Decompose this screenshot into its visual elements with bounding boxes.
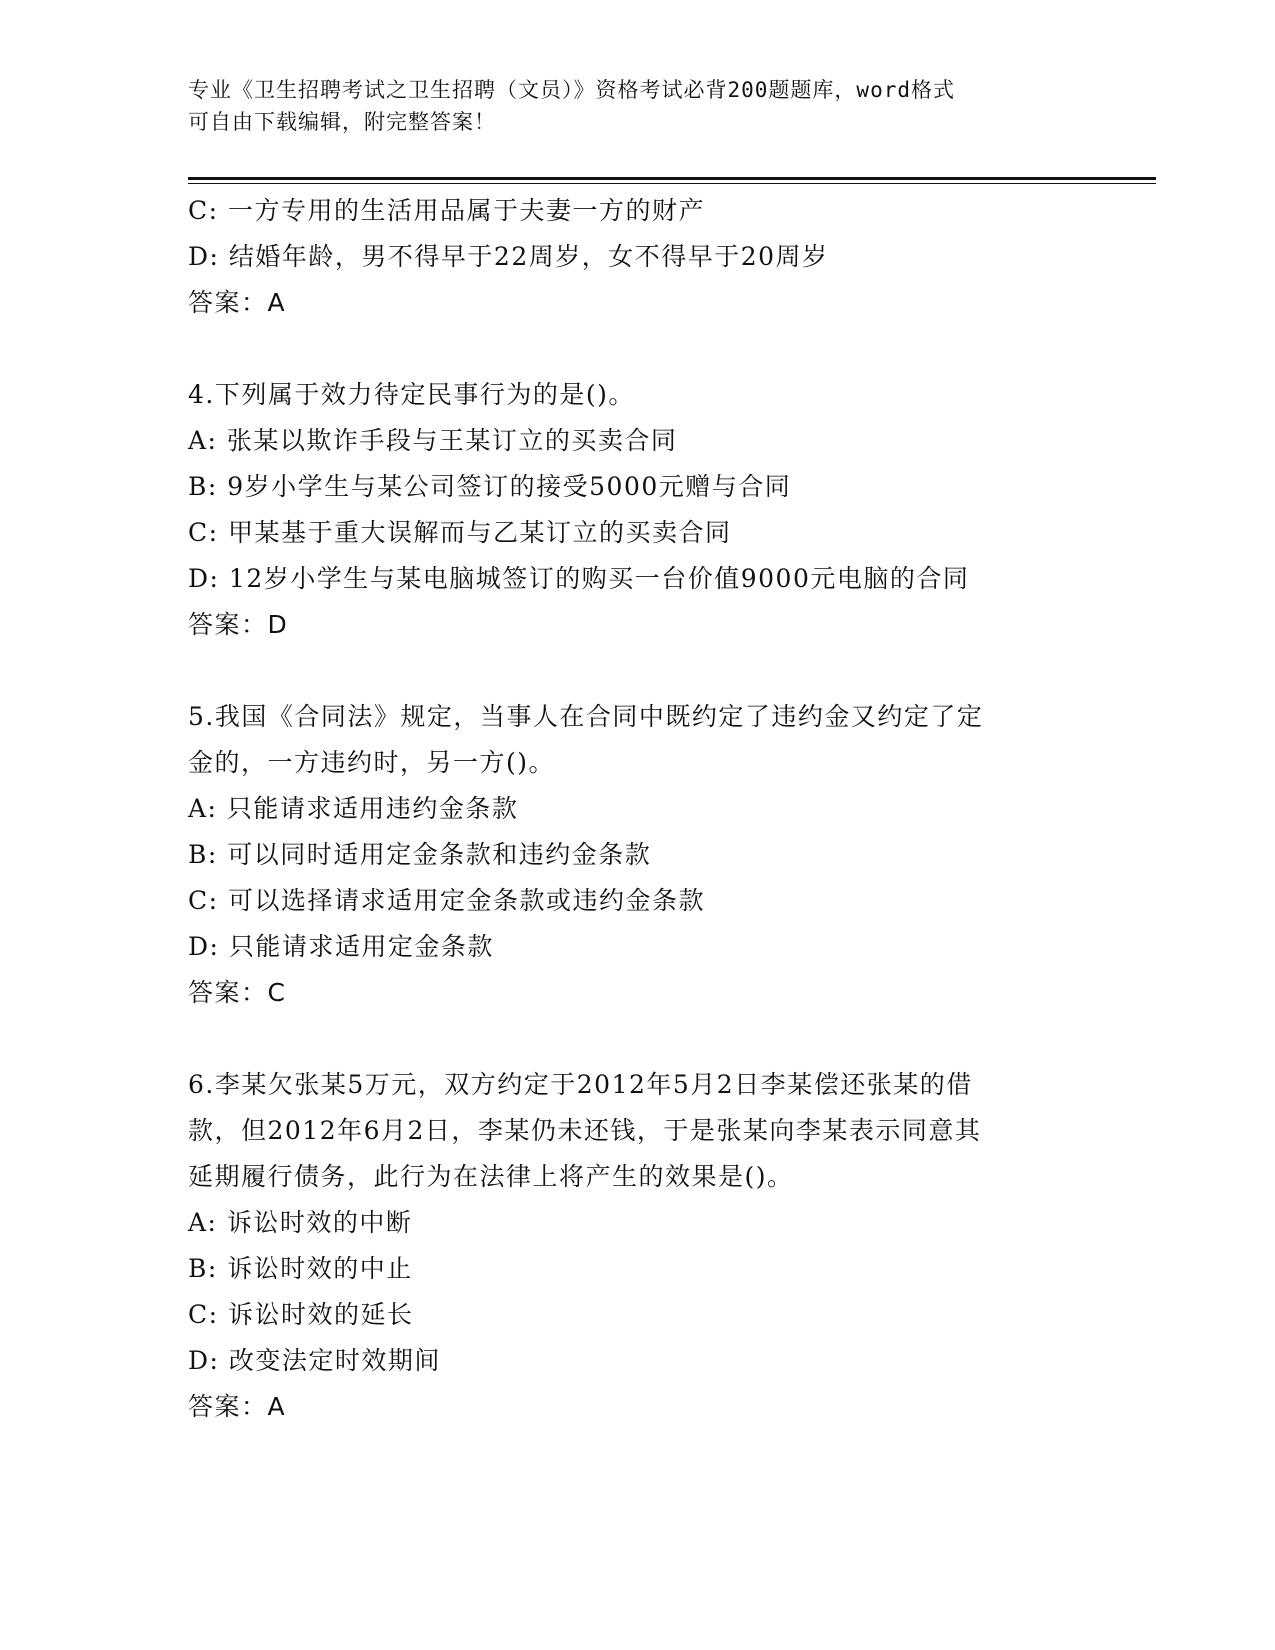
option-c: C: 一方专用的生活用品属于夫妻一方的财产 <box>188 196 705 225</box>
option-d: D: 只能请求适用定金条款 <box>188 932 494 961</box>
header-rule-thick <box>188 177 1156 180</box>
option-c: C: 甲某基于重大误解而与乙某订立的买卖合同 <box>188 518 732 547</box>
option-c: C: 可以选择请求适用定金条款或违约金条款 <box>188 886 705 915</box>
question-stem: 4.下列属于效力待定民事行为的是()。 <box>188 380 635 409</box>
question-list <box>188 188 1108 1430</box>
option-a: A: 诉讼时效的中断 <box>188 1208 413 1237</box>
option-a: A: 张某以欺诈手段与王某订立的买卖合同 <box>188 426 678 455</box>
option-b: B: 9岁小学生与某公司签订的接受5000元赠与合同 <box>188 472 792 501</box>
option-d: D: 改变法定时效期间 <box>188 1346 441 1375</box>
question-stem-line-2: 金的，一方违约时，另一方()。 <box>188 748 556 777</box>
answer: 答案：A <box>188 1392 287 1421</box>
question-stem-line-1: 6.李某欠张某5万元，双方约定于2012年5月2日李某偿还张某的借 <box>188 1070 973 1099</box>
header-rule-thin <box>188 183 1156 184</box>
header-line-2: 可自由下载编辑，附完整答案！ <box>188 110 496 134</box>
header-line-1: 专业《卫生招聘考试之卫生招聘（文员）》资格考试必背200题题库，word格式 <box>188 78 955 102</box>
option-d: D: 结婚年龄，男不得早于22周岁，女不得早于20周岁 <box>188 242 829 271</box>
option-c: C: 诉讼时效的延长 <box>188 1300 414 1329</box>
question-stem-line-2: 款，但2012年6月2日，李某仍未还钱，于是张某向李某表示同意其 <box>188 1116 982 1145</box>
spacer <box>188 648 1108 694</box>
spacer <box>188 326 1108 372</box>
document-header <box>188 74 1088 138</box>
question-5 <box>188 694 1108 1016</box>
question-4 <box>188 372 1108 648</box>
question-stem-line-3: 延期履行债务，此行为在法律上将产生的效果是()。 <box>188 1162 794 1191</box>
question-6 <box>188 1062 1108 1430</box>
answer: 答案：D <box>188 610 289 639</box>
question-stem-line-1: 5.我国《合同法》规定，当事人在合同中既约定了违约金又约定了定 <box>188 702 984 731</box>
option-b: B: 可以同时适用定金条款和违约金条款 <box>188 840 652 869</box>
option-a: A: 只能请求适用违约金条款 <box>188 794 519 823</box>
option-b: B: 诉讼时效的中止 <box>188 1254 413 1283</box>
answer: 答案：A <box>188 288 287 317</box>
spacer <box>188 1016 1108 1062</box>
option-d: D: 12岁小学生与某电脑城签订的购买一台价值9000元电脑的合同 <box>188 564 970 593</box>
answer: 答案：C <box>188 978 287 1007</box>
question-3-fragment <box>188 188 1108 326</box>
